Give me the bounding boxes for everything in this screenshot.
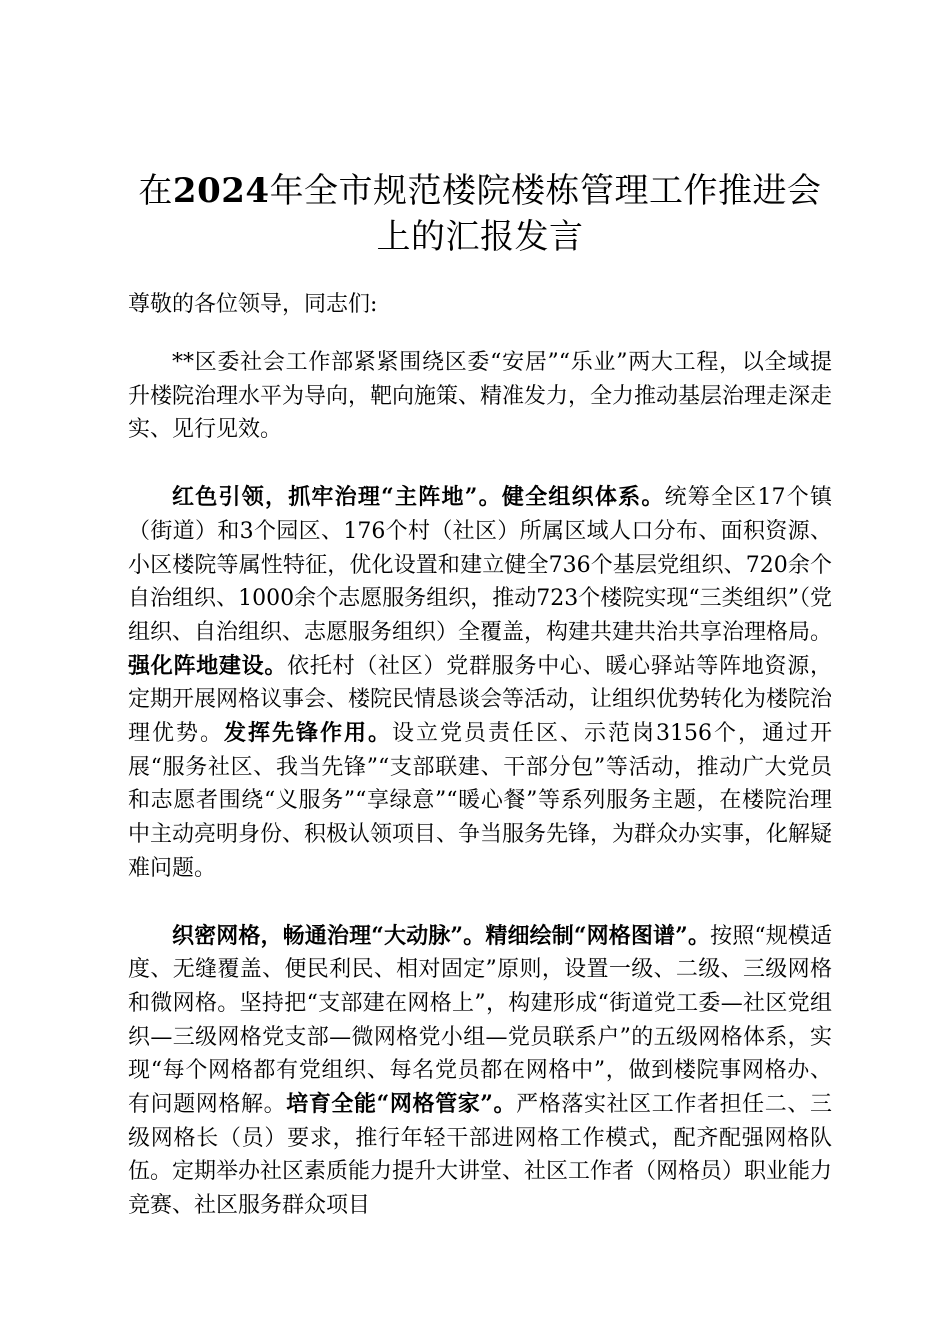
section-red-leadership [128,481,832,885]
salutation: 尊敬的各位领导，同志们: [128,292,378,317]
subsection-title: 精细绘制“网格图谱”。 [485,922,711,949]
subsection-text: 统筹全区17个镇（街道）和3个园区、176个村（社区）所属区域人口分布、面积资源、小区楼院等属性特征，优化设置和建立健全736个基层党组织、720余个自治组织、1000余个志愿服务组织，推动723个楼院实现“三类组织”（党组织、自治组织、志愿服务组织）全覆盖，构建共建共治共享治理格局。 [128,485,833,645]
subsection-text: 按照“规模适度、无缝覆盖、便民利民、相对固定”原则，设置一级、二级、三级网格和微网格。坚持把“支部建在网格上”，构建形成“街道党工委—社区党组织—三级网格党支部—微网格党小组—党员联系户”的五级网格体系，实现“每个网格都有党组织、每名党员都在网格中”，做到楼院事网格办、有问题网格解。 [128,923,833,1118]
subsection-text: 设立党员责任区、示范岗3156个，通过开展“服务社区、我当先锋”“支部联建、干部分包”等活动，推动广大党员和志愿者围绕“义服务”“享绿意”“暖心餐”等系列服务主题，在楼院治理中主动亮明身份、积极认领项目、争当服务先锋，为群众办实事，化解疑难问题。 [128,721,833,881]
intro-paragraph: **区委社会工作部紧紧围绕区委“安居”“乐业”两大工程，以全域提升楼院治理水平为导向，靶向施策、精准发力，全力推动基层治理走深走实、见行见效。 [128,350,833,443]
subsection-title: 健全组织体系。 [501,484,665,511]
section-heading: 织密网格，畅通治理“大动脉”。 [172,922,486,949]
subsection-title: 培育全能“网格管家”。 [286,1091,517,1118]
subsection-text: 依托村（社区）党群服务中心、暖心驿站等阵地资源，定期开展网格议事会、楼院民情恳谈会等活动，让组织优势转化为楼院治理优势。 [128,653,833,747]
subsection-title: 强化阵地建设。 [128,652,288,679]
document-page [128,0,832,1223]
document-title [128,168,832,260]
section-grid-network [128,920,832,1223]
subsection-title: 发挥先锋作用。 [224,720,392,747]
section-heading: 红色引领，抓牢治理“主阵地”。 [172,484,502,511]
title-year: 2024 [172,171,270,211]
title-suffix: 年全市规范楼院楼栋管理工作推进会上的汇报发言 [269,171,822,257]
subsection-text: 严格落实社区工作者担任二、三级网格长（员）要求，推行年轻干部进网格工作模式，配齐配强网格队伍。定期举办社区素质能力提升大讲堂、社区工作者（网格员）职业能力竞赛、社区服务群众项目 [128,1092,833,1219]
title-prefix: 在 [138,171,173,211]
